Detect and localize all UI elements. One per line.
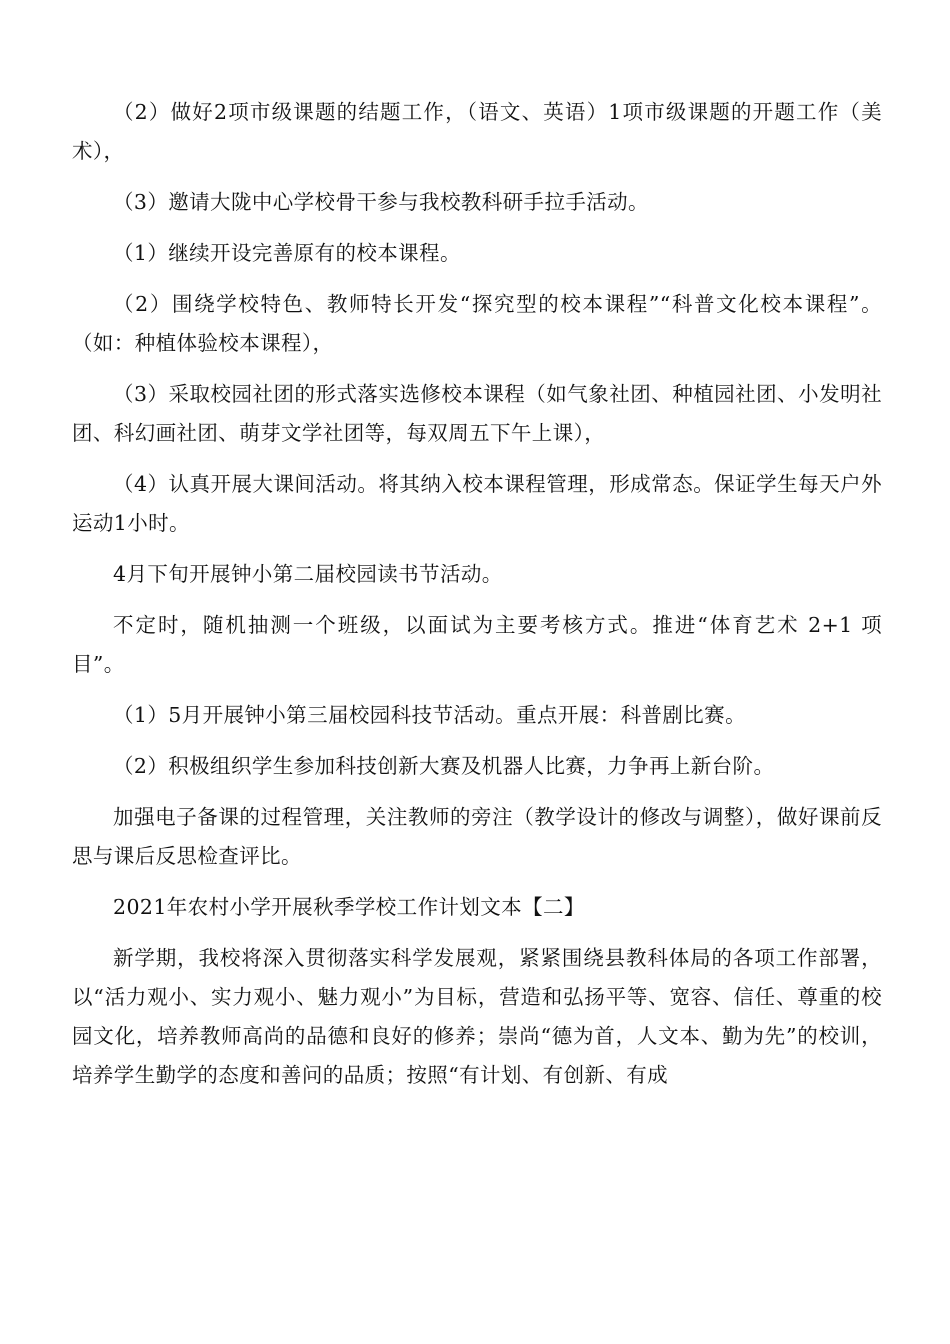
paragraph-2: （3）邀请大陇中心学校骨干参与我校教科研手拉手活动。 <box>113 190 649 214</box>
paragraph-11: 加强电子备课的过程管理，关注教师的旁注（教学设计的修改与调整），做好课前反思与课后反思检查评比。 <box>72 805 882 868</box>
document-body <box>72 93 882 1107</box>
paragraph-1: （2）做好2项市级课题的结题工作，（语文、英语）1项市级课题的开题工作（美术）， <box>72 100 882 163</box>
section-heading: 2021年农村小学开展秋季学校工作计划文本【二】 <box>113 895 585 919</box>
paragraph-10: （2）积极组织学生参加科技创新大赛及机器人比赛，力争再上新台阶。 <box>113 754 775 778</box>
paragraph-9: （1）5月开展钟小第三届校园科技节活动。重点开展：科普剧比赛。 <box>113 703 746 727</box>
paragraph-3: （1）继续开设完善原有的校本课程。 <box>113 241 461 265</box>
paragraph-13: 新学期，我校将深入贯彻落实科学发展观，紧紧围绕县教科体局的各项工作部署，以“活力观小、实力观小、魅力观小”为目标，营造和弘扬平等、宽容、信任、尊重的校园文化，培养教师高尚的品德和良好的修养；崇尚“德为首，人文本、勤为先”的校训，培养学生勤学的态度和善问的品质；按照“有计划、有创新、有成 <box>72 946 882 1087</box>
paragraph-6: （4）认真开展大课间活动。将其纳入校本课程管理，形成常态。保证学生每天户外运动1小时。 <box>72 472 882 535</box>
paragraph-8: 不定时，随机抽测一个班级，以面试为主要考核方式。推进“体育艺术 2+1 项目”。 <box>72 613 882 676</box>
paragraph-4: （2）围绕学校特色、教师特长开发“探究型的校本课程”“科普文化校本课程”。（如：种植体验校本课程）， <box>72 292 882 355</box>
paragraph-7: 4月下旬开展钟小第二届校园读书节活动。 <box>113 562 503 586</box>
paragraph-5: （3）采取校园社团的形式落实选修校本课程（如气象社团、种植园社团、小发明社团、科幻画社团、萌芽文学社团等，每双周五下午上课）， <box>72 382 882 445</box>
